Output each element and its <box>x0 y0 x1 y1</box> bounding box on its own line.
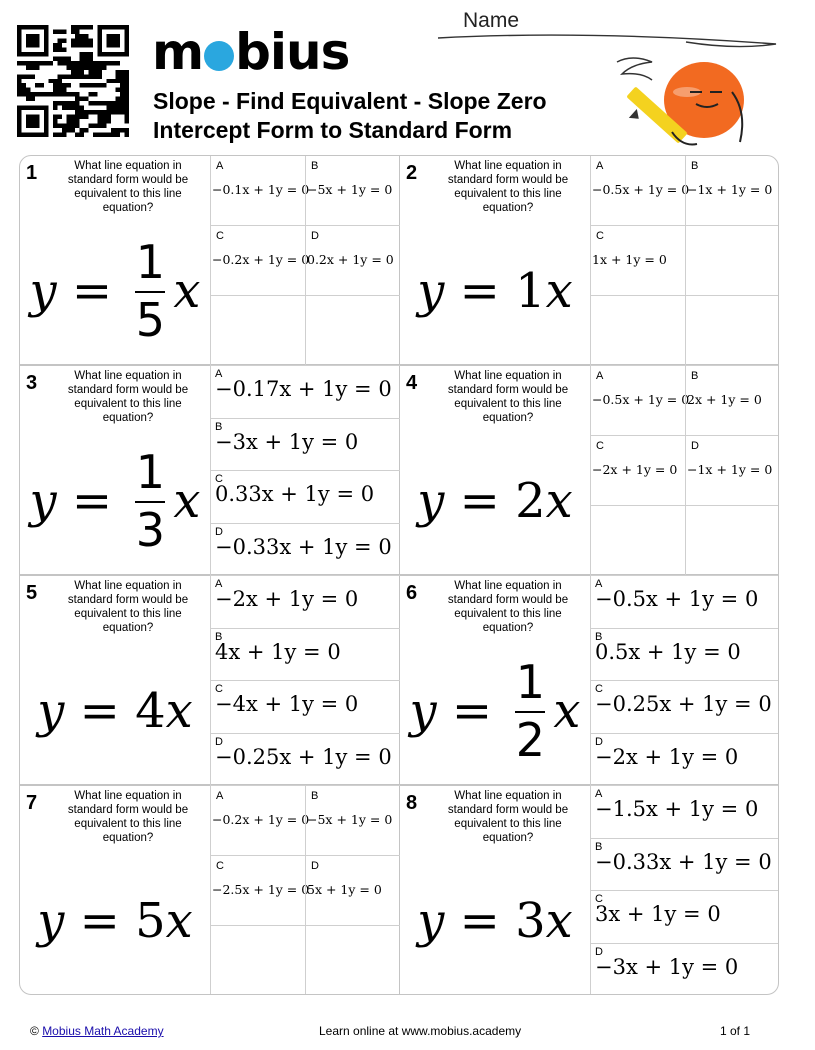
option-letter: D <box>215 525 223 538</box>
option-letter: B <box>595 630 603 643</box>
option-equation: −0.2x + 1y = 0 <box>212 812 310 827</box>
empty-answer-box <box>685 506 779 576</box>
answer-option-d[interactable] <box>305 226 400 296</box>
option-equation: 5x + 1y = 0 <box>307 882 382 897</box>
name-label: Name <box>463 9 520 32</box>
empty-answer-box <box>685 296 779 366</box>
option-letter: C <box>595 683 603 695</box>
answer-option-d[interactable] <box>305 856 400 926</box>
option-letter: D <box>595 945 603 958</box>
empty-answer-box <box>590 506 685 576</box>
option-letter: B <box>215 630 223 643</box>
option-equation: 3x + 1y = 0 <box>595 902 721 926</box>
question-3 <box>20 366 400 576</box>
option-equation: −4x + 1y = 0 <box>215 692 359 716</box>
given-equation: y = $\frac{1}{2}$ x <box>409 654 581 768</box>
qr-code <box>17 25 129 137</box>
question-number: 3 <box>26 372 38 394</box>
option-equation: −1x + 1y = 0 <box>687 182 773 197</box>
answer-option-a[interactable] <box>210 576 400 629</box>
option-letter: A <box>596 370 604 382</box>
title-line-2: Intercept Form to Standard Form <box>153 117 513 143</box>
answer-option-c[interactable] <box>590 226 685 296</box>
mobius-logo: m bius <box>152 23 350 81</box>
option-equation: 2x + 1y = 0 <box>687 392 762 407</box>
answer-option-c[interactable] <box>590 891 779 944</box>
footer-page-number: 1 of 1 <box>720 1024 751 1038</box>
empty-answer-box <box>210 926 305 995</box>
answer-option-b[interactable] <box>305 786 400 856</box>
answer-option-c[interactable] <box>210 226 310 296</box>
option-letter: B <box>311 160 319 172</box>
mascot-illustration <box>612 52 762 152</box>
option-equation: −1.5x + 1y = 0 <box>595 797 759 821</box>
answer-options <box>210 576 400 786</box>
option-equation: −5x + 1y = 0 <box>307 182 393 197</box>
logo-drop-icon <box>204 41 234 71</box>
question-prompt: What line equation in standard form would be equivalent to this line equation? <box>67 160 189 214</box>
option-letter: C <box>596 230 604 242</box>
given-equation: y = $\frac{1}{3}$ x <box>29 444 201 558</box>
answer-options <box>590 366 779 576</box>
option-equation: −2x + 1y = 0 <box>215 587 359 611</box>
answer-options <box>590 156 779 366</box>
question-number: 1 <box>26 162 38 184</box>
option-letter: C <box>215 683 223 695</box>
answer-option-a[interactable] <box>590 156 690 226</box>
option-equation: 0.2x + 1y = 0 <box>307 252 394 267</box>
answer-option-b[interactable] <box>590 629 779 682</box>
option-equation: −0.33x + 1y = 0 <box>595 849 772 874</box>
option-equation: −0.17x + 1y = 0 <box>215 377 392 401</box>
answer-option-c[interactable] <box>210 681 400 734</box>
question-grid <box>19 155 779 995</box>
question-number: 6 <box>406 582 418 604</box>
answer-option-d[interactable] <box>590 734 779 787</box>
empty-answer-box <box>590 296 685 366</box>
option-letter: B <box>691 370 699 382</box>
option-letter: D <box>311 860 319 872</box>
question-number: 4 <box>406 372 418 394</box>
given-equation: y = 5 x <box>37 893 193 949</box>
question-prompt: What line equation in standard form would be equivalent to this line equation? <box>67 790 189 844</box>
answer-option-c[interactable] <box>210 471 400 524</box>
option-letter: D <box>215 735 223 748</box>
answer-option-a[interactable] <box>590 786 779 839</box>
question-4 <box>400 366 779 576</box>
option-equation: −1x + 1y = 0 <box>687 462 773 477</box>
option-letter: C <box>215 473 223 485</box>
option-equation: −0.25x + 1y = 0 <box>215 744 392 769</box>
option-letter: A <box>215 368 223 380</box>
option-equation: −0.5x + 1y = 0 <box>595 587 759 611</box>
question-number: 2 <box>406 162 418 184</box>
question-prompt: What line equation in standard form would be equivalent to this line equation? <box>67 370 189 424</box>
given-equation: y = $\frac{1}{5}$ x <box>29 234 201 348</box>
answer-option-c[interactable] <box>210 856 310 926</box>
option-letter: C <box>595 893 603 905</box>
question-6 <box>400 576 779 786</box>
given-equation: y = 2 x <box>417 473 573 529</box>
option-letter: D <box>595 735 603 748</box>
question-number: 7 <box>26 792 38 814</box>
option-equation: −3x + 1y = 0 <box>215 429 359 454</box>
question-prompt: What line equation in standard form would be equivalent to this line equation? <box>67 580 189 634</box>
option-equation: −2x + 1y = 0 <box>595 744 739 769</box>
worksheet-title <box>153 87 613 145</box>
question-prompt: What line equation in standard form would be equivalent to this line equation? <box>447 580 569 634</box>
option-equation: 1x + 1y = 0 <box>592 252 667 267</box>
question-number: 8 <box>406 792 418 814</box>
question-number: 5 <box>26 582 38 604</box>
option-letter: B <box>691 160 699 172</box>
empty-answer-box <box>305 296 400 366</box>
option-equation: −3x + 1y = 0 <box>595 954 739 979</box>
answer-option-d[interactable] <box>210 734 400 787</box>
answer-option-b[interactable] <box>305 156 400 226</box>
answer-options <box>590 786 779 995</box>
question-1 <box>20 156 400 366</box>
option-equation: −0.2x + 1y = 0 <box>212 252 310 267</box>
answer-option-b[interactable] <box>210 629 400 682</box>
answer-option-b[interactable] <box>685 366 779 436</box>
answer-option-a[interactable] <box>590 366 690 436</box>
answer-options <box>590 576 779 786</box>
option-letter: B <box>215 420 223 433</box>
answer-option-b[interactable] <box>590 839 779 892</box>
option-letter: A <box>215 578 223 590</box>
option-equation: −0.25x + 1y = 0 <box>595 692 772 716</box>
option-letter: A <box>596 160 604 172</box>
option-letter: C <box>216 860 224 872</box>
empty-answer-box <box>210 296 305 366</box>
title-line-1: Slope - Find Equivalent - Slope Zero <box>153 88 547 114</box>
option-letter: D <box>311 230 319 242</box>
question-prompt: What line equation in standard form would be equivalent to this line equation? <box>447 790 569 844</box>
option-equation: −0.5x + 1y = 0 <box>592 392 690 407</box>
answer-option-d[interactable] <box>590 944 779 996</box>
question-2 <box>400 156 779 366</box>
option-letter: D <box>691 440 699 452</box>
footer-learn-online: Learn online at www.mobius.academy <box>319 1024 522 1038</box>
question-5 <box>20 576 400 786</box>
answer-option-b[interactable] <box>210 419 400 472</box>
answer-option-d[interactable] <box>210 524 400 577</box>
empty-answer-box <box>305 926 400 995</box>
option-letter: B <box>595 840 603 853</box>
option-equation: −2.5x + 1y = 0 <box>212 882 310 897</box>
option-letter: A <box>216 160 224 172</box>
answer-option-a[interactable] <box>210 786 310 856</box>
answer-option-c[interactable] <box>590 436 685 506</box>
answer-option-a[interactable] <box>590 576 779 629</box>
question-7 <box>20 786 400 995</box>
answer-options <box>210 366 400 576</box>
question-prompt: What line equation in standard form would be equivalent to this line equation? <box>447 370 569 424</box>
answer-options <box>210 786 400 995</box>
mobius-academy-link[interactable]: Mobius Math Academy <box>42 1024 164 1038</box>
question-prompt: What line equation in standard form would be equivalent to this line equation? <box>447 160 569 214</box>
option-equation: −0.33x + 1y = 0 <box>215 534 392 559</box>
question-8 <box>400 786 779 995</box>
option-equation: −0.5x + 1y = 0 <box>592 182 690 197</box>
answer-option-a[interactable] <box>210 156 310 226</box>
option-equation: −0.1x + 1y = 0 <box>212 182 310 197</box>
answer-option-d[interactable] <box>685 436 779 506</box>
option-equation: −2x + 1y = 0 <box>592 462 678 477</box>
option-letter: A <box>595 578 603 590</box>
option-equation: 4x + 1y = 0 <box>215 639 341 664</box>
option-letter: A <box>595 788 603 800</box>
option-equation: 0.5x + 1y = 0 <box>595 639 741 664</box>
answer-option-b[interactable] <box>685 156 779 226</box>
given-equation: y = 3 x <box>417 893 573 949</box>
option-letter: C <box>216 230 224 242</box>
option-letter: B <box>311 790 319 802</box>
footer-copyright: © Mobius Math Academy <box>30 1024 164 1038</box>
answer-option-a[interactable] <box>210 366 400 419</box>
option-letter: A <box>216 790 224 802</box>
option-equation: −5x + 1y = 0 <box>307 812 393 827</box>
given-equation: y = 4 x <box>37 683 193 739</box>
empty-answer-box <box>685 226 779 296</box>
option-letter: C <box>596 440 604 452</box>
option-equation: 0.33x + 1y = 0 <box>215 482 375 506</box>
answer-option-c[interactable] <box>590 681 779 734</box>
given-equation: y = 1 x <box>417 263 573 319</box>
answer-options <box>210 156 400 366</box>
